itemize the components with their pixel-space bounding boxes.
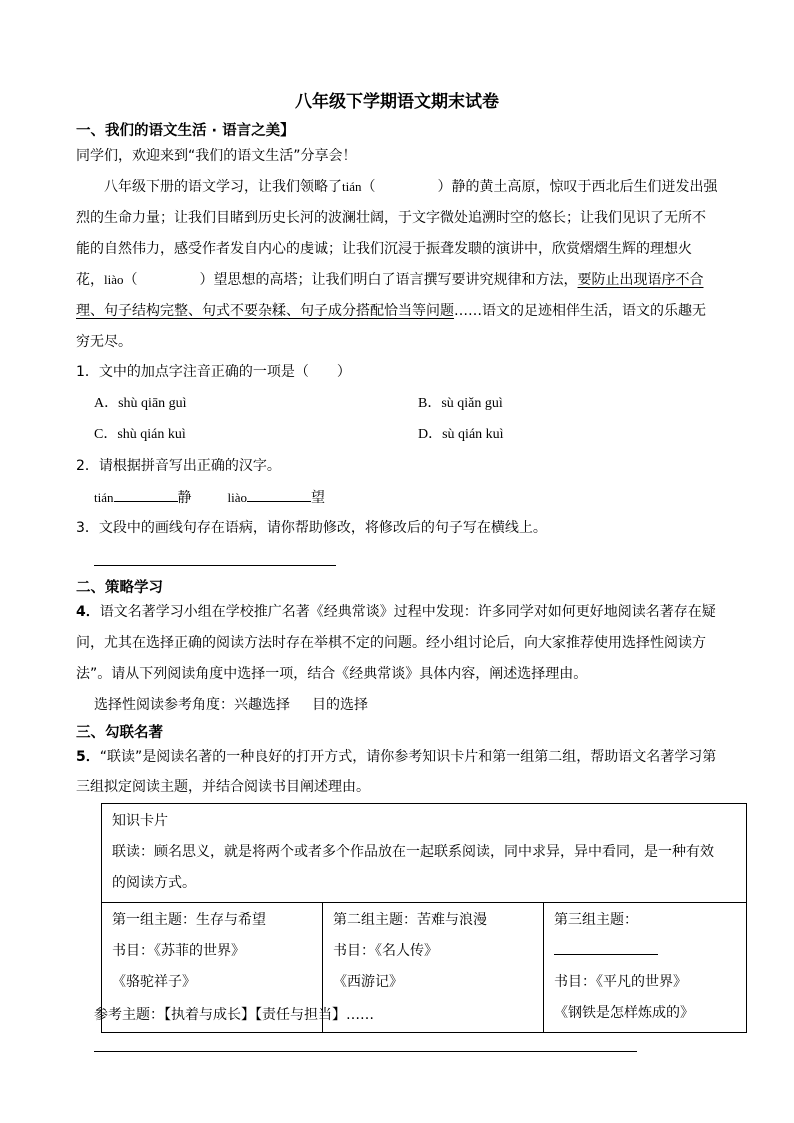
q5-line-1: 5．“联读”是阅读名著的一种良好的打开方式，请你参考知识卡片和第一组第二组，帮助语文名著学习第 [76,749,717,765]
angle-purpose: 目的选择 [312,697,368,713]
q2-row: tián 静 liào 望 [94,487,325,508]
section2-heading: 二、策略学习 [76,580,163,596]
section3-heading: 三、勾联名著 [76,725,163,741]
underlined-sentence-part2: 理、句子结构完整、句式不要杂糅、句子成分搭配恰当等问题 [76,303,454,319]
q1-option-d[interactable]: D．sù qián kuì [418,427,504,442]
group-2-book-1: 书目：《名人传》 [333,943,438,959]
card-title: 知识卡片 [112,813,168,829]
group-1-theme: 第一组主题：生存与希望 [112,912,266,928]
page-title: 八年级下学期语文期末试卷 [295,92,499,112]
group-1-book-2: 《骆驼祥子》 [112,974,196,990]
question-2: 2．请根据拼音写出正确的汉字。 [76,458,281,474]
group-3-theme: 第三组主题： [554,905,736,967]
group-1-book-1: 书目：《苏菲的世界》 [112,943,245,959]
question-3: 3．文段中的画线句存在语病，请你帮助修改，将修改后的句子写在横线上。 [76,520,547,536]
group-3-book-2: 《钢铁是怎样炼成的》 [554,1005,694,1021]
q4-line-1: 4．语文名著学习小组在学校推广名著《经典常谈》过程中发现：许多同学对如何更好地阅读名著存在疑 [76,604,716,620]
q3-answer-line[interactable] [94,565,336,566]
q1-option-a[interactable]: A．shù qiān guì [94,396,187,411]
angle-interest: 兴趣选择 [234,697,290,713]
paragraph-line-3: 能的自然伟力，感受作者发自内心的虔诚；让我们沉浸于振聋发聩的演讲中，欣赏熠熠生辉的理想火 [76,241,692,257]
group-2-theme: 第二组主题：苦难与浪漫 [333,912,487,928]
group-3-theme-blank[interactable] [554,940,658,955]
q2-blank-2[interactable] [247,487,311,502]
q5-line-2: 三组拟定阅读主题，并结合阅读书目阐述理由。 [76,779,370,795]
greeting-text: 同学们，欢迎来到“我们的语文生活”分享会！ [76,148,357,164]
group-2-book-2: 《西游记》 [333,974,403,990]
group-3-book-1: 书目：《平凡的世界》 [554,974,687,990]
knowledge-card [102,804,747,903]
q4-reference-angles: 选择性阅读参考角度：兴趣选择 目的选择 [94,697,368,713]
paragraph-line-2: 烈的生命力量；让我们目睹到历史长河的波澜壮阔，于文字微处追溯时空的悠长；让我们见识了无所不 [76,210,706,226]
section1-heading: 一、我们的语文生活 · 语言之美】 [76,123,295,139]
card-line-1: 联读：顾名思义，就是将两个或者多个作品放在一起联系阅读，同中求异，异中看同，是一种有效 [112,844,714,860]
card-line-2: 的阅读方式。 [112,875,196,891]
knowledge-card-table [101,803,747,1033]
q5-answer-line[interactable] [94,1051,637,1052]
q4-line-2: 问，尤其在选择正确的阅读方法时存在举棋不定的问题。经小组讨论后，向大家推荐使用选择性阅读方 [76,635,706,651]
group-3-cell [544,903,747,1033]
question-1: 1．文中的加点字注音正确的一项是（ ） [76,364,351,380]
underlined-sentence-part1: 要防止出现语序不合 [577,272,704,288]
q1-option-c[interactable]: C．shù qián kuì [94,427,186,442]
q1-option-b[interactable]: B．sù qiǎn guì [418,396,503,411]
reference-topics: 参考主题：【执着与成长】【责任与担当】…… [94,1007,374,1023]
q4-line-3: 法”。请从下列阅读角度中选择一项，结合《经典常谈》具体内容，阐述选择理由。 [76,666,588,682]
paragraph-line-5: 理、句子结构完整、句式不要杂糅、句子成分搭配恰当等问题……语文的足迹相伴生活，语文的乐趣无 [76,303,706,319]
paragraph-line-4: 花，liào（ ）望思想的高塔；让我们明白了语言撰写要讲究规律和方法，要防止出现语序不合 [76,272,704,288]
pinyin-tian: tián [342,179,362,194]
pinyin-liao: liào [104,272,124,287]
q2-blank-1[interactable] [114,487,178,502]
paragraph-line-1: 八年级下册的语文学习，让我们领略了tián（ ）静的黄土高原，惊叹于西北后生们迸发出强 [104,179,718,195]
paragraph-line-6: 穷无尽。 [76,334,132,350]
